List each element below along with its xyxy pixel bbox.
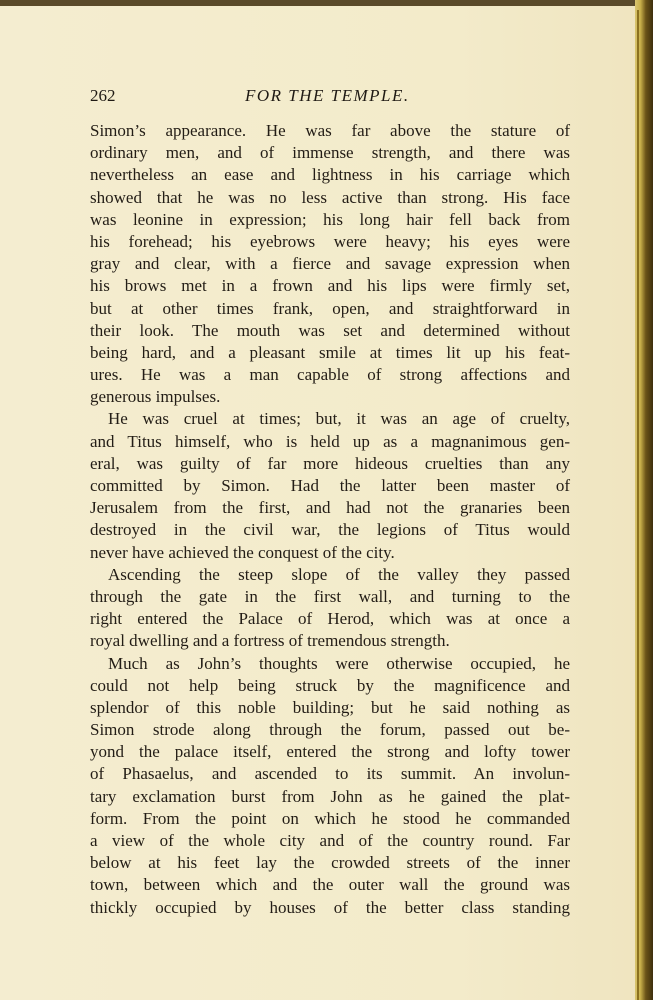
page-top-edge (0, 0, 653, 6)
running-head: FOR THE TEMPLE. (245, 86, 410, 105)
text-line: yond the palace itself, entered the strong and lofty tower (90, 742, 570, 762)
text-line: form. From the point on which he stood he commanded (90, 808, 570, 828)
body-text (90, 120, 570, 919)
text-line: town, between which and the outer wall the ground was (90, 875, 570, 895)
text-line: nevertheless an ease and lightness in his carriage which (90, 165, 570, 185)
text-line: never have achieved the conquest of the city. (90, 542, 395, 562)
text-line: splendor of this noble building; but he said nothing as (90, 697, 570, 717)
text-line: right entered the Palace of Herod, which was at once a (90, 609, 570, 629)
text-line: tary exclamation burst from John as he gained the plat- (90, 786, 570, 806)
text-line: his brows met in a frown and his lips were firmly set, (90, 276, 570, 296)
text-line: being hard, and a pleasant smile at times lit up his feat- (90, 342, 570, 362)
text-line: their look. The mouth was set and determined without (90, 320, 570, 340)
text-line: He was cruel at times; but, it was an age of cruelty, (108, 409, 570, 429)
text-line: destroyed in the civil war, the legions of Titus would (90, 520, 570, 540)
text-line: but at other times frank, open, and straightforward in (90, 298, 570, 318)
text-line: royal dwelling and a fortress of tremendous strength. (90, 631, 450, 651)
book-edge-shadow (637, 10, 639, 1000)
page-header (90, 86, 570, 108)
text-line: was leonine in expression; his long hair fell back from (90, 209, 570, 229)
text-line: ordinary men, and of immense strength, and there was (90, 143, 570, 163)
text-line: and Titus himself, who is held up as a magnanimous gen- (90, 431, 570, 451)
text-line: committed by Simon. Had the latter been master of (90, 476, 570, 495)
text-line: eral, was guilty of far more hideous cruelties than any (90, 453, 570, 473)
page-number: 262 (90, 86, 116, 105)
text-line: of Phasaelus, and ascended to its summit. An involun- (90, 764, 570, 784)
text-line: below at his feet lay the crowded streets of the inner (90, 853, 570, 873)
text-line: Much as John’s thoughts were otherwise occupied, he (108, 653, 570, 673)
text-line: ures. He was a man capable of strong affections and (90, 365, 570, 385)
text-line: a view of the whole city and of the country round. Far (90, 831, 570, 850)
text-line: thickly occupied by houses of the better class standing (90, 897, 570, 917)
text-line: showed that he was no less active than strong. His face (90, 187, 570, 207)
text-line: Simon strode along through the forum, passed out be- (90, 720, 570, 740)
text-line: through the gate in the first wall, and turning to the (90, 586, 570, 606)
text-line: his forehead; his eyebrows were heavy; his eyes were (90, 231, 570, 251)
text-line: could not help being struck by the magnificence and (90, 675, 570, 695)
text-line: Ascending the steep slope of the valley they passed (108, 564, 570, 584)
text-line: generous impulses. (90, 387, 221, 407)
text-line: Simon’s appearance. He was far above the stature of (90, 121, 570, 140)
text-line: Jerusalem from the first, and had not the granaries been (90, 498, 570, 518)
text-line: gray and clear, with a fierce and savage expression when (90, 254, 570, 274)
